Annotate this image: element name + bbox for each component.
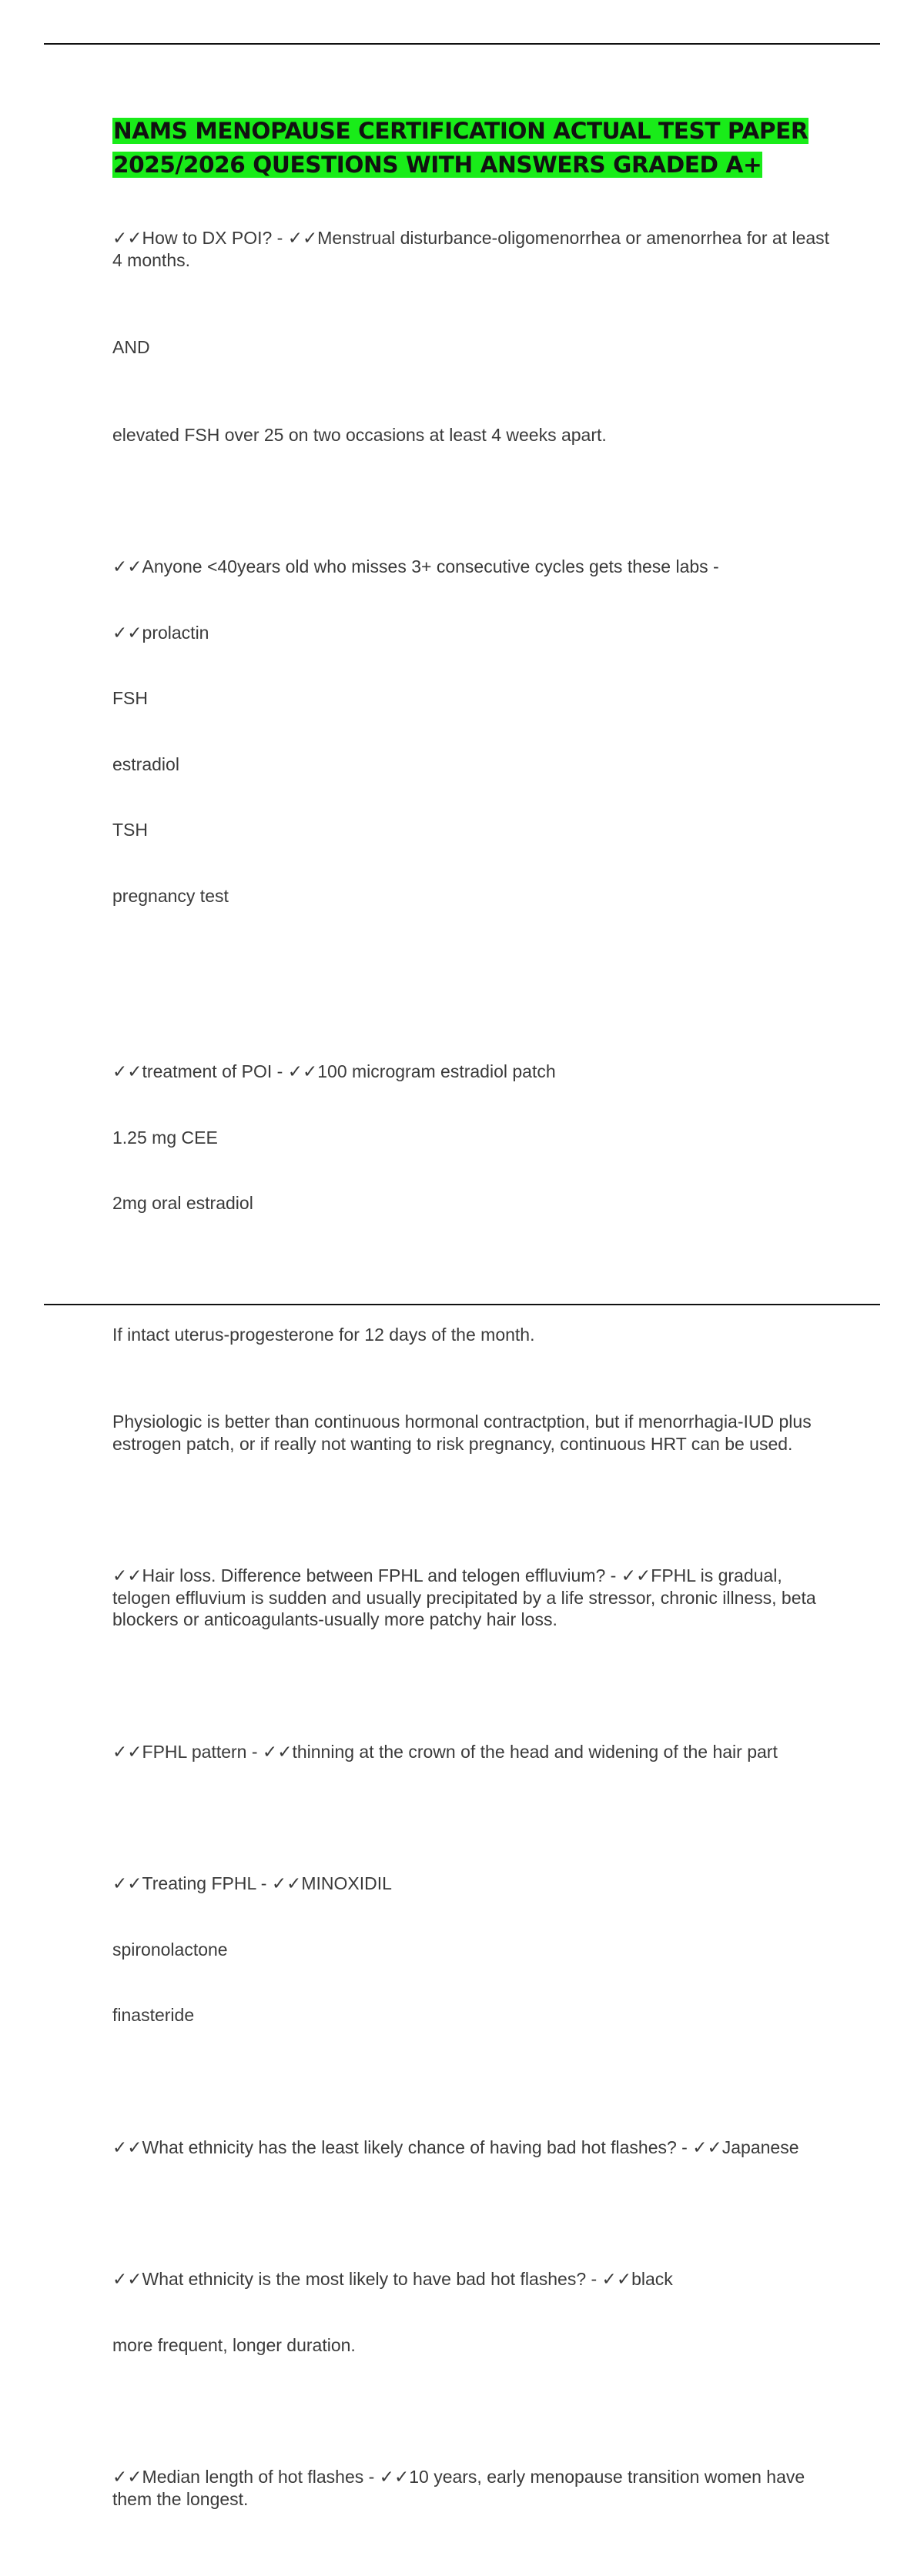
qa-text: AND — [112, 337, 150, 357]
document-title: NAMS MENOPAUSE CERTIFICATION ACTUAL TEST PAPER 2025/2026 QUESTIONS WITH ANSWERS GRADED A+ — [113, 118, 808, 178]
qa-item-treatment-poi — [112, 973, 844, 1498]
qa-text: ✓✓Median length of hot flashes - ✓✓10 years, early menopause transition women have them the longest. — [112, 2467, 810, 2509]
qa-line: spironolactone — [112, 1939, 228, 1960]
qa-item-least-hot-flashes — [112, 2093, 844, 2203]
qa-line: FSH — [112, 688, 148, 708]
qa-line: ✓✓treatment of POI - ✓✓100 microgram estradiol patch — [112, 1061, 556, 1081]
qa-line: more frequent, longer duration. — [112, 2334, 356, 2355]
qa-line: 2mg oral estradiol — [112, 1193, 253, 1213]
qa-line: pregnancy test — [112, 885, 229, 906]
qa-line: estradiol — [112, 753, 179, 774]
qa-text: ✓✓FPHL pattern - ✓✓thinning at the crown of the head and widening of the hair part — [112, 1741, 778, 1762]
qa-item-labs — [112, 512, 844, 951]
qa-line: ✓✓prolactin — [112, 622, 209, 643]
qa-line: ✓✓What ethnicity is the most likely to have bad hot flashes? - ✓✓black — [112, 2269, 673, 2289]
qa-text — [112, 1017, 844, 1258]
qa-item-fphl-pattern — [112, 1697, 844, 1807]
qa-item-dx-poi — [112, 183, 844, 489]
qa-line: ✓✓Treating FPHL - ✓✓MINOXIDIL — [112, 1873, 392, 1893]
qa-item-treating-fphl — [112, 1829, 844, 2070]
qa-list — [112, 183, 844, 2554]
qa-text: ✓✓What ethnicity has the least likely chance of having bad hot flashes? - ✓✓Japanese — [112, 2137, 799, 2157]
qa-line: TSH — [112, 820, 148, 840]
qa-item-median-length — [112, 2422, 844, 2554]
qa-item-hair-loss — [112, 1521, 844, 1675]
qa-line: finasteride — [112, 2005, 195, 2025]
top-rule — [44, 43, 880, 45]
qa-text: If intact uterus-progesterone for 12 days of the month. — [112, 1324, 535, 1345]
qa-line: ✓✓Anyone <40years old who misses 3+ consecutive cycles gets these labs - — [112, 556, 719, 576]
qa-text: Physiologic is better than continuous hormonal contractption, but if menorrhagia-IUD plus estrogen patch, or if really not wanting to risk pregnancy, continuous HRT can be used. — [112, 1412, 817, 1454]
qa-text: ✓✓How to DX POI? - ✓✓Menstrual disturbance-oligomenorrhea or amenorrhea for at least 4 months. — [112, 228, 835, 270]
qa-line: 1.25 mg CEE — [112, 1127, 218, 1148]
qa-text: ✓✓Hair loss. Difference between FPHL and telogen effluvium? - ✓✓FPHL is gradual, telogen effluvium is sudden and usually precipitated by a life stressor, chronic illness, beta blockers or anticoagulants-usually more patchy hair loss. — [112, 1565, 822, 1629]
bottom-rule — [44, 1304, 880, 1305]
document-body — [112, 114, 844, 2576]
qa-text: elevated FSH over 25 on two occasions at least 4 weeks apart. — [112, 424, 607, 445]
qa-item-most-hot-flashes — [112, 2224, 844, 2400]
